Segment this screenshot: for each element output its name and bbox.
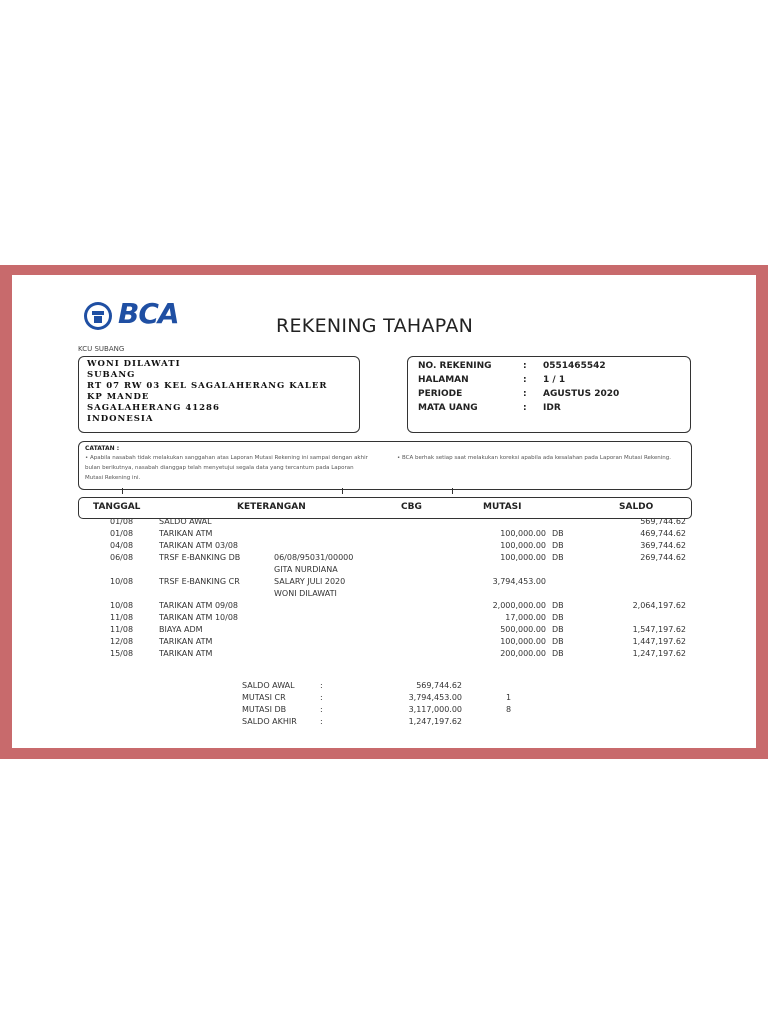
row-date: 06/08 bbox=[110, 553, 134, 562]
row-description: TARIKAN ATM 03/08 bbox=[159, 541, 238, 550]
customer-address-line: RT 07 RW 03 KEL SAGALAHERANG KALER bbox=[87, 381, 328, 391]
row-amount: 3,794,453.00 bbox=[492, 577, 546, 586]
table-header bbox=[78, 497, 692, 519]
summary-value: 3,117,000.00 bbox=[408, 705, 462, 714]
row-description: TARIKAN ATM 09/08 bbox=[159, 601, 238, 610]
table-row bbox=[12, 589, 756, 601]
divider-tick bbox=[122, 488, 123, 494]
row-type: DB bbox=[552, 553, 564, 562]
row-description: BIAYA ADM bbox=[159, 625, 203, 634]
row-description: TRSF E-BANKING DB bbox=[159, 553, 241, 562]
customer-address-box bbox=[78, 356, 360, 433]
row-date: 11/08 bbox=[110, 613, 134, 622]
row-amount: 500,000.00 bbox=[500, 625, 546, 634]
statement-sheet bbox=[12, 275, 756, 748]
row-balance: 269,744.62 bbox=[640, 553, 686, 562]
row-type: DB bbox=[552, 601, 564, 610]
account-number-value: 0551465542 bbox=[543, 361, 606, 371]
row-balance: 569,744.62 bbox=[640, 517, 686, 526]
customer-address-line: KP MANDE bbox=[87, 392, 150, 402]
notes-title: CATATAN : bbox=[85, 445, 120, 452]
summary-label: MUTASI DB bbox=[242, 705, 287, 714]
page-label: HALAMAN bbox=[418, 375, 469, 385]
summary-count: 8 bbox=[506, 705, 512, 714]
table-row bbox=[12, 577, 756, 589]
row-balance: 2,064,197.62 bbox=[632, 601, 686, 610]
row-date: 04/08 bbox=[110, 541, 134, 550]
row-amount: 100,000.00 bbox=[500, 541, 546, 550]
summary-label: SALDO AKHIR bbox=[242, 717, 297, 726]
row-date: 15/08 bbox=[110, 649, 134, 658]
notes-box bbox=[78, 441, 692, 490]
colon: : bbox=[320, 705, 323, 714]
summary-label: SALDO AWAL bbox=[242, 681, 295, 690]
bca-emblem-icon bbox=[82, 301, 114, 331]
table-row bbox=[12, 601, 756, 613]
colon: : bbox=[320, 693, 323, 702]
row-date: 01/08 bbox=[110, 529, 134, 538]
summary-count: 1 bbox=[506, 693, 512, 702]
row-description: TARIKAN ATM 10/08 bbox=[159, 613, 238, 622]
table-row bbox=[12, 517, 756, 529]
row-description: SALDO AWAL bbox=[159, 517, 212, 526]
row-amount: 100,000.00 bbox=[500, 553, 546, 562]
row-date: 10/08 bbox=[110, 601, 134, 610]
summary-label: MUTASI CR bbox=[242, 693, 286, 702]
divider-tick bbox=[452, 488, 453, 494]
row-detail: WONI DILAWATI bbox=[274, 589, 337, 598]
col-header-description: KETERANGAN bbox=[237, 502, 306, 512]
table-row bbox=[12, 613, 756, 625]
row-type: DB bbox=[552, 529, 564, 538]
row-amount: 200,000.00 bbox=[500, 649, 546, 658]
colon: : bbox=[523, 389, 527, 399]
row-detail: 06/08/95031/00000 bbox=[274, 553, 354, 562]
customer-address-line: SUBANG bbox=[87, 370, 136, 380]
row-type: DB bbox=[552, 613, 564, 622]
row-amount: 17,000.00 bbox=[505, 613, 546, 622]
col-header-balance: SALDO bbox=[619, 502, 654, 512]
account-info-box bbox=[407, 356, 691, 433]
divider-tick bbox=[342, 488, 343, 494]
row-amount: 100,000.00 bbox=[500, 529, 546, 538]
summary-value: 3,794,453.00 bbox=[408, 693, 462, 702]
summary-value: 569,744.62 bbox=[416, 681, 462, 690]
row-balance: 1,547,197.62 bbox=[632, 625, 686, 634]
period-value: AGUSTUS 2020 bbox=[543, 389, 620, 399]
table-row bbox=[12, 565, 756, 577]
customer-address-line: SAGALAHERANG 41286 bbox=[87, 403, 220, 413]
note-left: • Apabila nasabah tidak melakukan sanggahan atas Laporan Mutasi Rekening ini sampai dengan akhir bulan berikutnya, nasabah dianggap telah menyetujui segala data yang tercantum pada Laporan Mutasi Rekening ini. bbox=[85, 455, 368, 481]
row-date: 12/08 bbox=[110, 637, 134, 646]
colon: : bbox=[320, 717, 323, 726]
row-description: TARIKAN ATM bbox=[159, 637, 213, 646]
table-row bbox=[12, 541, 756, 553]
row-detail: GITA NURDIANA bbox=[274, 565, 338, 574]
table-row bbox=[12, 649, 756, 661]
row-balance: 369,744.62 bbox=[640, 541, 686, 550]
col-header-date: TANGGAL bbox=[93, 502, 141, 512]
table-row bbox=[12, 529, 756, 541]
bank-name: BCA bbox=[118, 297, 179, 330]
row-balance: 469,744.62 bbox=[640, 529, 686, 538]
row-type: DB bbox=[552, 637, 564, 646]
summary-value: 1,247,197.62 bbox=[408, 717, 462, 726]
customer-address-line: INDONESIA bbox=[87, 414, 154, 424]
row-balance: 1,447,197.62 bbox=[632, 637, 686, 646]
currency-label: MATA UANG bbox=[418, 403, 478, 413]
col-header-branch: CBG bbox=[401, 502, 422, 512]
document-frame bbox=[0, 265, 768, 759]
document-title: REKENING TAHAPAN bbox=[276, 315, 474, 337]
branch-name: KCU SUBANG bbox=[78, 345, 125, 353]
row-amount: 100,000.00 bbox=[500, 637, 546, 646]
row-date: 10/08 bbox=[110, 577, 134, 586]
colon: : bbox=[523, 403, 527, 413]
row-amount: 2,000,000.00 bbox=[492, 601, 546, 610]
row-description: TARIKAN ATM bbox=[159, 529, 213, 538]
row-date: 01/08 bbox=[110, 517, 134, 526]
row-type: DB bbox=[552, 649, 564, 658]
colon: : bbox=[320, 681, 323, 690]
customer-name: WONI DILAWATI bbox=[87, 359, 181, 369]
account-number-label: NO. REKENING bbox=[418, 361, 492, 371]
row-type: DB bbox=[552, 625, 564, 634]
note-right: • BCA berhak setiap saat melakukan koreksi apabila ada kesalahan pada Laporan Mutasi Rekening. bbox=[397, 455, 672, 461]
table-row bbox=[12, 553, 756, 565]
bca-logo bbox=[82, 299, 192, 333]
row-description: TRSF E-BANKING CR bbox=[159, 577, 240, 586]
table-row bbox=[12, 637, 756, 649]
colon: : bbox=[523, 375, 527, 385]
page-value: 1 / 1 bbox=[543, 375, 566, 385]
period-label: PERIODE bbox=[418, 389, 463, 399]
col-header-mutation: MUTASI bbox=[483, 502, 522, 512]
row-detail: SALARY JULI 2020 bbox=[274, 577, 346, 586]
currency-value: IDR bbox=[543, 403, 561, 413]
table-row bbox=[12, 625, 756, 637]
colon: : bbox=[523, 361, 527, 371]
row-date: 11/08 bbox=[110, 625, 134, 634]
row-description: TARIKAN ATM bbox=[159, 649, 213, 658]
row-balance: 1,247,197.62 bbox=[632, 649, 686, 658]
row-type: DB bbox=[552, 541, 564, 550]
